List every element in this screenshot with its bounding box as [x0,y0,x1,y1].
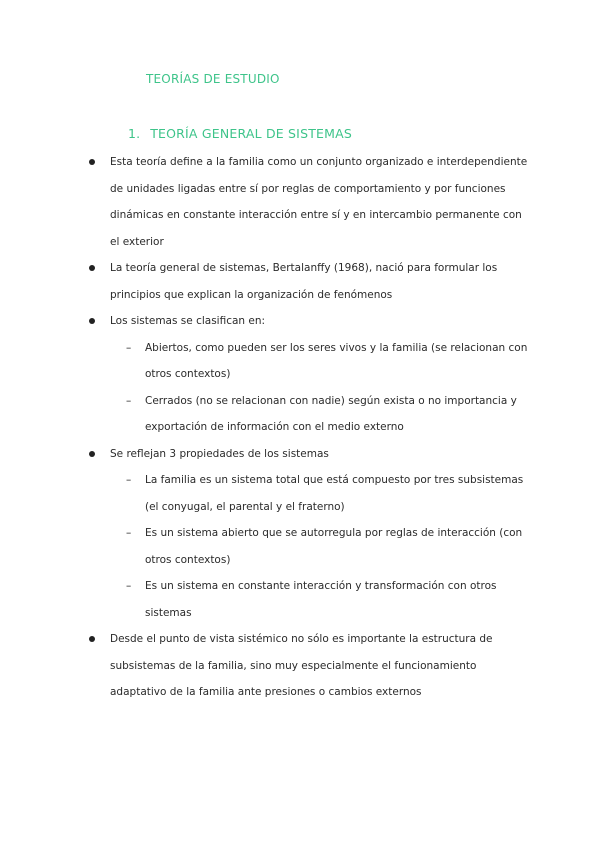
list-item: Se reflejan 3 propiedades de los sistemas [88,441,528,468]
section-heading [128,126,352,141]
list-item: La teoría general de sistemas, Bertalanffy (1968), nació para formular los principios que explican la organización de fenómenos [88,255,528,308]
list-item: Desde el punto de vista sistémico no sólo es importante la estructura de subsistemas de la familia, sino muy especialmente el funcionamiento adaptativo de la familia ante presiones o cambios externos [88,626,528,706]
sub-list-item: – Es un sistema abierto que se autorregula por reglas de interacción (con otros contextos) [88,520,528,573]
sub-list-item: – Abiertos, como pueden ser los seres vivos y la familia (se relacionan con otros contextos) [88,335,528,388]
list-item: Los sistemas se clasifican en: [88,308,528,335]
sub-list-item: – Cerrados (no se relacionan con nadie) según exista o no importancia y exportación de información con el medio externo [88,388,528,441]
sub-list-item: – La familia es un sistema total que está compuesto por tres subsistemas (el conyugal, el parental y el fraterno) [88,467,528,520]
document-title: TEORÍAS DE ESTUDIO [146,72,280,86]
section-number: 1. [128,126,141,141]
bullet-list [88,149,528,706]
sub-list-item: – Es un sistema en constante interacción y transformación con otros sistemas [88,573,528,626]
section-heading-text: TEORÍA GENERAL DE SISTEMAS [150,126,353,141]
list-item: Esta teoría define a la familia como un conjunto organizado e interdependiente de unidades ligadas entre sí por reglas de comportamiento y por funciones dinámicas en constante interacción entre sí y en intercambio permanente con el exterior [88,149,528,255]
